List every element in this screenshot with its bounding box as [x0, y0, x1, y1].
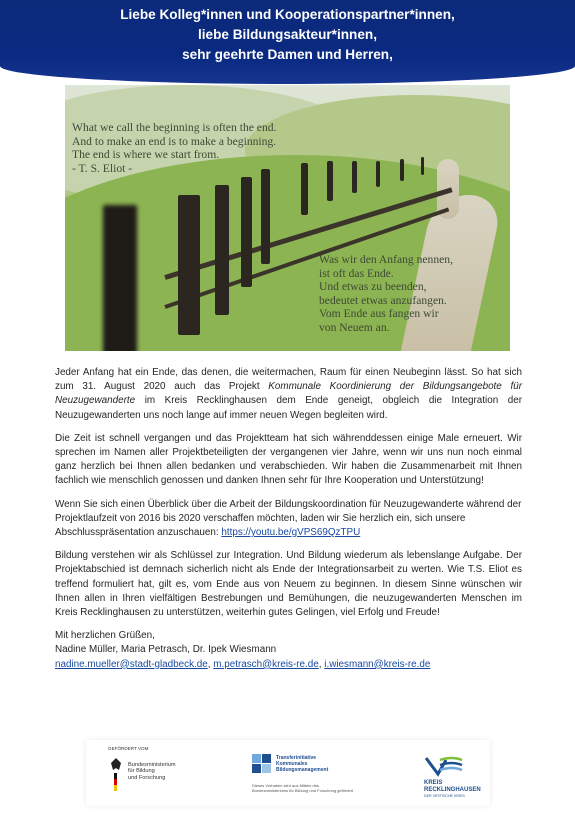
email-separator: , — [207, 658, 214, 670]
email-link-mueller[interactable]: nadine.mueller@stadt-gladbeck.de — [55, 658, 208, 670]
eagle-flag-icon — [108, 756, 124, 792]
kreis-recklinghausen-logo-icon — [424, 754, 464, 778]
fence-post — [261, 169, 270, 264]
paragraph-3-text: Wenn Sie sich einen Überblick über die Arbeit der Bildungskoordination für Neuzugewanderte während der Projektlaufzeit von 2016 bis 2020 verschaffen möchten, laden wir Sie herzlich ein, sich unsere Abschlusspräsentation anzuschauen: — [55, 498, 522, 539]
quote-english: What we call the beginning is often the end. And to make an end is to make a beginning. The end is where we start from. - T. S. Eliot - — [72, 121, 277, 175]
signature-block — [55, 629, 522, 672]
signatories: Nadine Müller, Maria Petrasch, Dr. Ipek Wiesmann — [55, 644, 277, 656]
closing: Mit herzlichen Grüßen, — [55, 630, 155, 642]
letter-body — [55, 366, 522, 672]
paragraph-1-text-a: Jeder Anfang hat ein Ende, das denen, die weitermachen, Raum für einen Neubeginn lässt. So hat sich zum 31. August 2020 auch das Projekt — [55, 367, 522, 393]
paragraph-1 — [55, 366, 522, 423]
salutation-line-3: sehr geehrte Damen und Herren, — [182, 47, 393, 62]
salutation — [0, 5, 575, 65]
email-link-petrasch[interactable]: m.petrasch@kreis-re.de — [213, 658, 319, 670]
transfer-initiative-logo-icon — [252, 754, 272, 774]
bmbf-logo-text: Bundesministerium für Bildung und Forschung — [128, 762, 176, 781]
salutation-line-2: liebe Bildungsakteur*innen, — [197, 27, 377, 42]
fence-post — [103, 205, 137, 351]
project-name: Kommunale Koordinierung der Bildungsangebote für Neuzugewanderte — [55, 381, 522, 407]
email-list — [55, 658, 522, 672]
funding-disclaimer: Dieses Vorhaben wird aus Mitteln des Bundesministeriums für Bildung und Forschung gefördert — [252, 783, 354, 793]
kreis-recklinghausen-logo-text: KREIS RECKLINGHAUSEN — [424, 780, 481, 793]
fence-post — [241, 177, 252, 287]
fence-post — [178, 195, 200, 335]
email-link-wiesmann[interactable]: i.wiesmann@kreis-re.de — [324, 658, 431, 670]
paragraph-1-text-b: im Kreis Recklinghausen dem Ende geneigt, obgleich die Integration der Neuzugewanderten uns noch lange auf immer neuen Wegen begleiten wird. — [55, 395, 522, 421]
quote-german: Was wir den Anfang nennen, ist oft das Ende. Und etwas zu beenden, bedeutet etwas anzufangen. Vom Ende aus fangen wir von Neuem an. — [319, 253, 453, 334]
funding-note: GEFÖRDERT VOM — [108, 746, 149, 751]
fence-post — [376, 161, 380, 187]
fence-post — [400, 159, 404, 181]
kreis-recklinghausen-tagline: DER VESTISCHE KREIS — [424, 794, 465, 798]
email-separator: , — [318, 658, 325, 670]
funding-logos — [86, 740, 490, 806]
fence-post — [215, 185, 229, 315]
paragraph-2: Die Zeit ist schnell vergangen und das Projektteam hat sich währenddessen einige Male erneuert. Wir sprechen im Namen aller Projektbeteiligten der vergangenen vier Jahre, wenn wir uns nun noch einmal ganz herzlich bei Ihnen allen bedanken und verabschieden. Wir haben die Zusammenarbeit mit Ihnen fachlich wie menschlich genossen und danken Ihnen sehr für Ihre Kooperation und Unterstützung! — [55, 432, 522, 487]
header-banner — [0, 0, 575, 84]
fence-post — [327, 161, 333, 201]
fence-post — [301, 163, 308, 215]
fence-post — [421, 157, 424, 175]
paragraph-3 — [55, 498, 522, 541]
salutation-line-1: Liebe Kolleg*innen und Kooperationspartner*innen, — [120, 7, 455, 22]
presentation-video-link[interactable]: https://youtu.be/gVPS69QzTPU — [221, 527, 361, 539]
paragraph-4: Bildung verstehen wir als Schlüssel zur Integration. Und Bildung wiederum als lebenslange Aufgabe. Der Projektabschied ist demnach sicherlich nicht als Ende der Integrationsarbeit zu werten. Wie T.S. Eliot es treffend formuliert hat, gilt es, vom Ende aus von Neuem zu beginnen. In diesem Sinne wünschen wir Ihnen allen in Ihren vielfältigen Bestrebungen und Bemühungen, die neuzugewanderten Menschen im Kreis Recklinghausen zu unterstützen, weiterhin gutes Gelingen, viel Erfolg und Freude! — [55, 550, 522, 619]
transfer-initiative-logo-text: Transferinitiative Kommunales Bildungsmanagement — [276, 755, 329, 773]
fence-post — [352, 161, 357, 193]
